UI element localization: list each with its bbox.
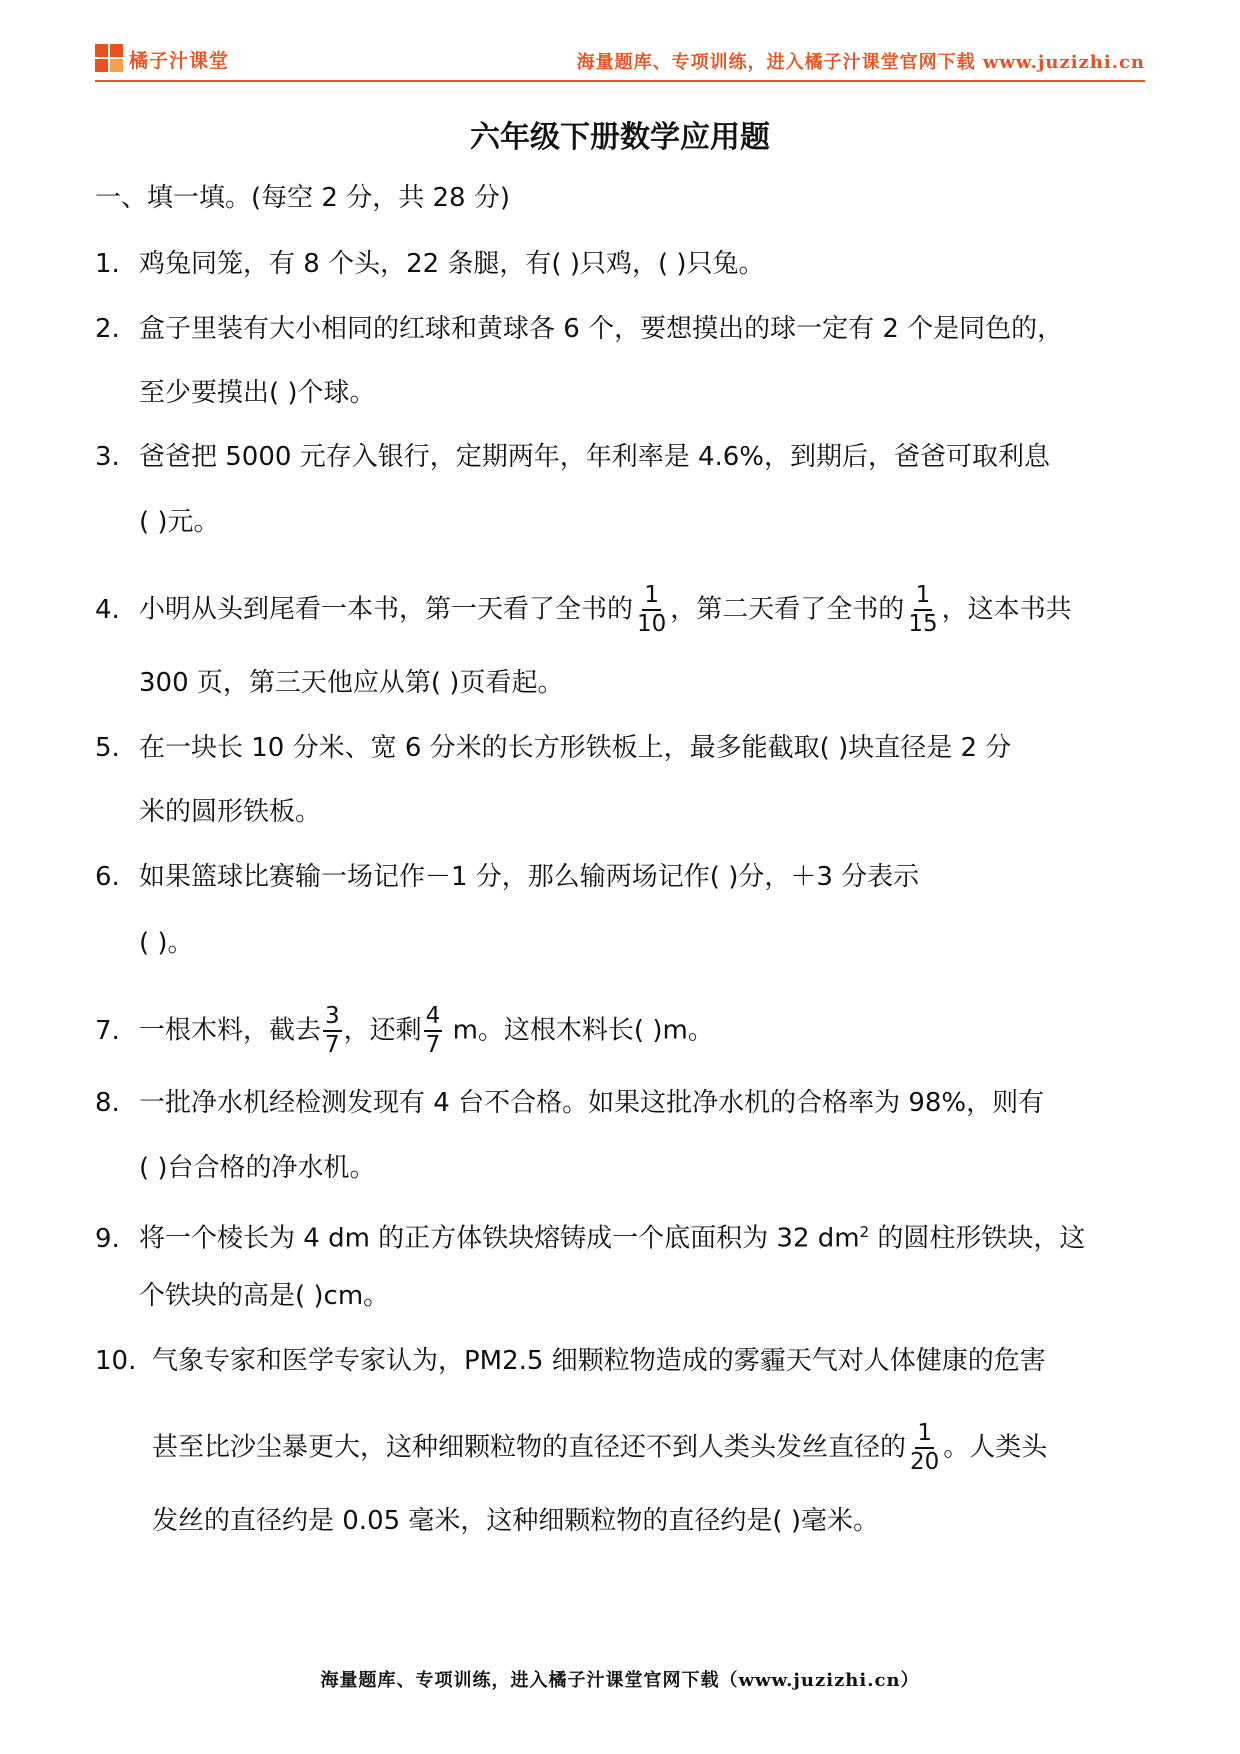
question-4: [95, 582, 1072, 638]
page-title: 六年级下册数学应用题: [470, 120, 770, 155]
fraction-numerator: 1: [642, 582, 661, 611]
brand-logo: [95, 44, 229, 74]
question-text: 爸爸把 5000 元存入银行，定期两年，年利率是 4.6%，到期后，爸爸可取利息: [139, 442, 1051, 472]
question-text: ，第二天看了全书的: [670, 594, 905, 625]
logo-text: 橘子汁课堂: [129, 49, 230, 72]
question-4-line-2: 300 页，第三天他应从第( )页看起。: [139, 668, 564, 698]
fraction-denominator: 10: [637, 611, 667, 637]
question-number: 4.: [95, 594, 120, 625]
fraction-numerator: 1: [914, 582, 933, 611]
question-2-line-2: 至少要摸出( )个球。: [139, 378, 376, 408]
fraction-denominator: 7: [325, 1032, 340, 1058]
question-text: 在一块长 10 分米、宽 6 分米的长方形铁板上，最多能截取( )块直径是 2 分: [139, 733, 1012, 763]
question-text: 的圆柱形铁块，这: [869, 1223, 1086, 1254]
question-10: [95, 1343, 1046, 1379]
question-5: [95, 730, 1011, 766]
question-number: 8.: [95, 1088, 120, 1118]
question-text: 一根木料，截去: [139, 1015, 322, 1046]
header-divider: [95, 80, 1145, 82]
question-3-line-2: ( )元。: [139, 507, 220, 537]
question-8-line-2: ( )台合格的净水机。: [139, 1153, 376, 1183]
question-10-line-2: [152, 1420, 1047, 1476]
superscript: 2: [859, 1223, 870, 1241]
question-1: [95, 246, 765, 282]
fraction: [635, 582, 668, 638]
logo-icon: [95, 44, 125, 74]
question-text: 气象专家和医学专家认为，PM2.5 细颗粒物造成的雾霾天气对人体健康的危害: [152, 1346, 1046, 1376]
page-footer: 海量题库、专项训练，进入橘子汁课堂官网下载（www.juzizhi.cn）: [320, 1670, 920, 1691]
question-number: 1.: [95, 249, 120, 279]
question-10-line-3: 发丝的直径约是 0.05 毫米，这种细颗粒物的直径约是( )毫米。: [152, 1506, 879, 1536]
question-8: [95, 1085, 1044, 1121]
question-text: m。这根木料长( )m。: [444, 1015, 714, 1046]
question-3: [95, 439, 1050, 475]
fraction: [908, 1420, 941, 1476]
fraction: [906, 582, 939, 638]
question-9-line-2: 个铁块的高是( )cm。: [139, 1281, 390, 1311]
question-number: 3.: [95, 442, 120, 472]
question-6: [95, 859, 919, 895]
section-heading: 一、填一填。(每空 2 分，共 28 分): [95, 183, 510, 213]
question-text: 鸡兔同笼，有 8 个头，22 条腿，有( )只鸡，( )只兔。: [139, 249, 765, 279]
question-6-line-2: ( )。: [139, 928, 194, 958]
question-text: 将一个棱长为 4 dm 的正方体铁块熔铸成一个底面积为 32 dm: [139, 1223, 860, 1254]
question-7: [95, 1003, 714, 1059]
question-2: [95, 311, 1063, 347]
fraction-numerator: 1: [915, 1420, 934, 1449]
question-number: 7.: [95, 1015, 120, 1046]
fraction: [323, 1003, 342, 1059]
question-text: 甚至比沙尘暴更大，这种细颗粒物的直径还不到人类头发丝直径的: [152, 1432, 907, 1463]
question-text: 一批净水机经检测发现有 4 台不合格。如果这批净水机的合格率为 98%，则有: [139, 1088, 1045, 1118]
question-9: [95, 1214, 1085, 1257]
question-text: ，这本书共: [941, 594, 1072, 625]
question-text: 。人类头: [943, 1432, 1048, 1463]
fraction-denominator: 15: [908, 611, 938, 637]
question-text: ，还剩: [343, 1015, 422, 1046]
question-text: 小明从头到尾看一本书，第一天看了全书的: [139, 594, 634, 625]
question-number: 2.: [95, 314, 120, 344]
fraction-denominator: 7: [425, 1032, 441, 1058]
question-number: 9.: [95, 1223, 120, 1254]
header-slogan: 海量题库、专项训练，进入橘子汁课堂官网下载 www.juzizhi.cn: [576, 52, 1145, 73]
fraction-numerator: 3: [323, 1003, 342, 1032]
question-number: 6.: [95, 862, 120, 892]
fraction: [424, 1003, 443, 1059]
question-text: 如果篮球比赛输一场记作－1 分，那么输两场记作( )分，＋3 分表示: [139, 862, 920, 892]
fraction-denominator: 20: [910, 1449, 940, 1475]
question-5-line-2: 米的圆形铁板。: [139, 797, 322, 827]
question-number: 5.: [95, 733, 120, 763]
question-text: 盒子里装有大小相同的红球和黄球各 6 个，要想摸出的球一定有 2 个是同色的，: [139, 314, 1064, 344]
question-number: 10.: [95, 1346, 137, 1376]
fraction-numerator: 4: [424, 1003, 443, 1032]
page-header: [95, 42, 1145, 78]
